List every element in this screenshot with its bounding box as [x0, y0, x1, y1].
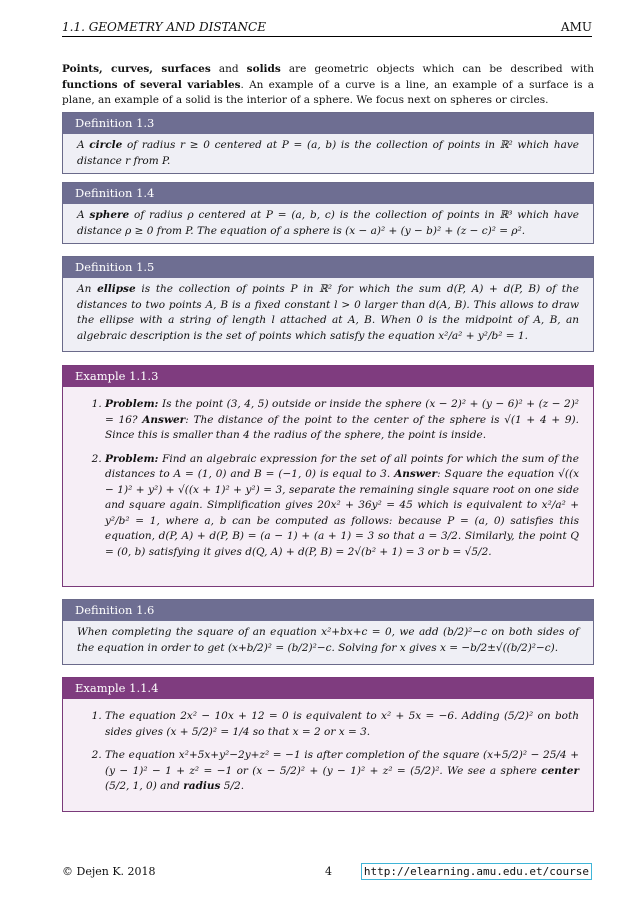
ex113-i2-answer: : Square the equation √((x − 1)² + y²) + √((x + 1)² + y²) = 3, separate the remaining single square root on one side and square again. Simplification gives 20x² + 36y² = 45 which is equivalent to x²/a² + y²/b² = 1, where a, b can be computed as follows: because P = (a, 0) satisfies this equation, d(P, A) + d(P, B) = (a − 1) + (a + 1) = 3 so that a = 3/2. Similarly, the point Q = (0, b) satisfying it gives d(Q, A) + d(P, B) = 2√(b² + 1) = 3 or b = √5/2.	[105, 468, 579, 558]
definition-1-6-title: Definition 1.6	[63, 600, 593, 621]
definition-1-4-body	[63, 204, 593, 244]
ex113-i2-answer-label: Answer	[394, 468, 438, 480]
ex113-i2-lead: Problem:	[105, 452, 159, 465]
def13-text-1: A	[77, 139, 90, 151]
definition-1-6-box	[62, 599, 594, 665]
definition-1-3-title: Definition 1.3	[63, 113, 593, 134]
ex113-i1-lead: Problem:	[105, 398, 159, 410]
example-1-1-4-item-2	[105, 748, 579, 795]
example-1-1-4-box	[62, 677, 594, 812]
header-institution: AMU	[560, 20, 592, 34]
intro-bold-2: solids	[246, 63, 281, 75]
intro-bold-1: Points, curves, surfaces	[62, 63, 211, 75]
definition-1-4-title: Definition 1.4	[63, 183, 593, 204]
def13-keyword: circle	[89, 139, 123, 151]
intro-bold-3: functions of several variables	[62, 78, 241, 91]
ex114-i2-text-3: 5/2.	[220, 780, 245, 792]
def15-text-1: An	[77, 283, 98, 295]
course-url-link[interactable]: http://elearning.amu.edu.et/course	[361, 863, 592, 880]
example-1-1-3-box	[62, 365, 594, 587]
intro-text-3: . An example of a curve is a line, an example of a surface is a plane, an example of a solid is the interior of a sphere. We focus next on spheres or circles.	[62, 78, 594, 106]
ex113-i1-answer: : The distance of the point to the center of the sphere is √(1 + 4 + 9). Since this is smaller than 4 the radius of the sphere, the point is inside.	[105, 413, 579, 441]
running-header	[62, 14, 592, 37]
example-1-1-4-body	[63, 699, 593, 808]
example-1-1-3-item-1	[105, 397, 579, 444]
definition-1-5-box	[62, 256, 594, 352]
definition-1-3-box	[62, 112, 594, 174]
definition-1-4-box	[62, 182, 594, 244]
intro-paragraph	[62, 62, 594, 109]
ex113-i1-question: Is the point (3, 4, 5) outside or inside the sphere (x − 2)² + (y − 6)² + (z − 2)² = 16?	[105, 398, 579, 426]
example-1-1-3-title: Example 1.1.3	[63, 366, 593, 387]
page-footer	[62, 862, 592, 880]
header-section-title: 1.1. GEOMETRY AND DISTANCE	[62, 20, 266, 34]
def14-keyword: sphere	[89, 209, 130, 221]
ex114-i2-text-2: (5/2, 1, 0) and	[105, 780, 184, 792]
definition-1-5-body	[63, 278, 593, 349]
ex114-radius-keyword: radius	[183, 780, 221, 792]
ex113-i2-question: Find an algebraic expression for the set of all points for which the sum of the distances to A = (1, 0) and B = (−1, 0) is equal to 3.	[105, 452, 579, 480]
def14-text-1: A	[77, 209, 90, 221]
def13-text-2: of radius r ≥ 0 centered at P = (a, b) is the collection of points in ℝ² which have distance r from P.	[77, 139, 580, 167]
example-1-1-3-body	[63, 387, 593, 573]
example-1-1-4-title: Example 1.1.4	[63, 678, 593, 699]
intro-text-1: and	[210, 63, 247, 75]
footer-copyright: © Dejen K. 2018	[62, 864, 156, 878]
def15-keyword: ellipse	[97, 283, 136, 295]
definition-1-5-title: Definition 1.5	[63, 257, 593, 278]
intro-text-2: are geometric objects which can be described with	[280, 63, 594, 75]
definition-1-6-body: When completing the square of an equation x²+bx+c = 0, we add (b/2)²−c on both sides of the equation in order to get (x+b/2)² = (b/2)²−c. Solving for x gives x = −b/2±√((b/2)²−c).	[77, 626, 579, 654]
ex113-i1-answer-label: Answer	[142, 413, 186, 426]
definition-1-3-body	[63, 134, 593, 174]
example-1-1-4-item-1: 1. The equation 2x² − 10x + 12 = 0 is equivalent to x² + 5x = −6. Adding (5/2)² on both sides gives (x + 5/2)² = 1/4 so that x = 2 or x = 3.	[105, 709, 579, 740]
def14-text-2: of radius ρ centered at P = (a, b, c) is the collection of points in ℝ³ which have distance ρ ≥ 0 from P. The equation of a sphere is (x − a)² + (y − b)² + (z − c)² = ρ².	[77, 209, 580, 237]
ex114-center-keyword: center	[541, 764, 579, 777]
ex114-i2-text-1: The equation x²+5x+y²−2y+z² = −1 is after completion of the square (x+5/2)² − 25/4 + (y − 1)² − 1 + z² = −1 or (x − 5/2)² + (y − 1)² + z² = (5/2)². We see a sphere	[105, 749, 579, 777]
def15-text-2: is the collection of points P in ℝ² for which the sum d(P, A) + d(P, B) of the distances to two points A, B is a fixed constant l > 0 larger than d(A, B). This allows to draw the ellipse with a string of length l attached at A, B. When 0 is the midpoint of A, B, an algebraic description is the set of points which satisfy the equation x²/a² + y²/b² = 1.	[77, 283, 579, 342]
page-number: 4	[325, 864, 332, 878]
example-1-1-3-item-2	[105, 452, 579, 561]
